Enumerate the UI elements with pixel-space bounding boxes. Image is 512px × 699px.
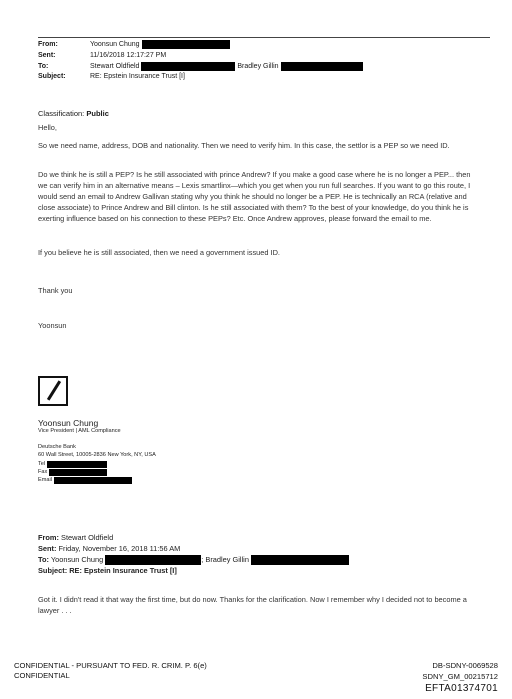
sent-label: Sent: — [38, 52, 56, 59]
header-divider — [38, 37, 490, 38]
to-value — [90, 62, 363, 71]
email1-sent-row — [38, 51, 498, 60]
email1-paragraph-2: Do we think he is still a PEP? Is he still associated with prince Andrew? If you make a good case where he is no longer a PEP... then we can verify him in an alternative means – Lexis smartlinx—which you get when you run full searches. If you want to go this route, I would send an email to Andrew Gallivan stating why you think he should no longer be a PEP. He is technically an RCA (relative and close associate) to Prince Andrew and Bill clinton. Is he still associated with them? To the best of your knowledge, do you think he is exerting influence based on his connection to these PEPs? Etc. Once Andrew approves, please forward the email to me. — [38, 170, 471, 223]
from-name: Yoonsun Chung — [90, 41, 140, 48]
footer-confidential-1: CONFIDENTIAL - PURSUANT TO FED. R. CRIM. P. 6(e) — [14, 661, 207, 670]
to-label: To: — [38, 63, 49, 70]
redaction-bar — [105, 555, 201, 565]
email2-to-row — [38, 555, 349, 565]
from-label: From: — [38, 41, 58, 48]
classification-label: Classification: — [38, 109, 85, 118]
to-name-second: ; Bradley Gillin — [201, 555, 249, 564]
email-label: Email — [38, 477, 52, 483]
email1-closing: Thank you — [38, 286, 73, 295]
email2-body: Got it. I didn't read it that way the first time, but do now. Thanks for the clarification. Now I remember why I decided not to become a lawyer . . . — [38, 595, 467, 615]
logo-slash — [47, 380, 61, 400]
subject-value: RE: Epstein Insurance Trust [I] — [69, 566, 177, 575]
redaction-bar — [49, 469, 107, 476]
to-name-second: Bradley Gillin — [237, 63, 279, 70]
redaction-bar — [141, 62, 235, 71]
redaction-bar — [142, 40, 230, 49]
email2-sent-row — [38, 544, 180, 554]
signature-email — [38, 477, 132, 484]
footer-bates-efta: EFTA01374701 — [425, 683, 498, 694]
email2-subject-row — [38, 566, 177, 576]
email1-subject-row — [38, 72, 498, 81]
fax-label: Fax — [38, 469, 48, 475]
tel-label: Tel — [38, 461, 46, 467]
signature-title: Vice President | AML Compliance — [38, 428, 121, 434]
from-value: Stewart Oldfield — [61, 533, 114, 542]
email1-paragraph-3: If you believe he is still associated, then we need a government issued ID. — [38, 248, 280, 257]
classification-line — [38, 109, 109, 118]
email1-to-row — [38, 62, 498, 71]
email2-from-row — [38, 533, 113, 543]
deutsche-bank-logo-icon — [38, 376, 68, 406]
to-label: To: — [38, 555, 49, 564]
redaction-bar — [251, 555, 349, 565]
email1-from-row — [38, 40, 498, 49]
to-name: Stewart Oldfield — [90, 63, 140, 70]
sent-value: Friday, November 16, 2018 11:56 AM — [58, 544, 181, 553]
to-name: Yoonsun Chung — [50, 555, 104, 564]
subject-value: RE: Epstein Insurance Trust [I] — [90, 73, 185, 80]
signature-company: Deutsche Bank — [38, 444, 76, 450]
footer-bates-sdny: SDNY_GM_00215712 — [422, 672, 498, 681]
classification-value: Public — [86, 109, 109, 118]
footer-bates-db: DB-SDNY-0069528 — [432, 661, 498, 670]
email1-greeting: Hello, — [38, 123, 57, 132]
redaction-bar — [54, 477, 132, 484]
sent-value: 11/16/2018 12:17:27 PM — [90, 52, 167, 59]
signature-address: 60 Wall Street, 10005-2836 New York, NY, USA — [38, 452, 156, 458]
email1-signoff: Yoonsun — [38, 321, 67, 330]
footer-confidential-2: CONFIDENTIAL — [14, 671, 70, 680]
email1-paragraph-1: So we need name, address, DOB and nationality. Then we need to verify him. In this case, the settlor is a PEP so we need ID. — [38, 141, 450, 150]
from-label: From: — [38, 533, 59, 542]
from-value — [90, 40, 230, 49]
sent-label: Sent: — [38, 544, 57, 553]
redaction-bar — [47, 461, 107, 468]
subject-label: Subject: — [38, 73, 66, 80]
subject-label: Subject: — [38, 566, 68, 575]
signature-tel — [38, 461, 107, 468]
signature-fax — [38, 469, 107, 476]
signature-name: Yoonsun Chung — [38, 418, 99, 428]
redaction-bar — [281, 62, 363, 71]
